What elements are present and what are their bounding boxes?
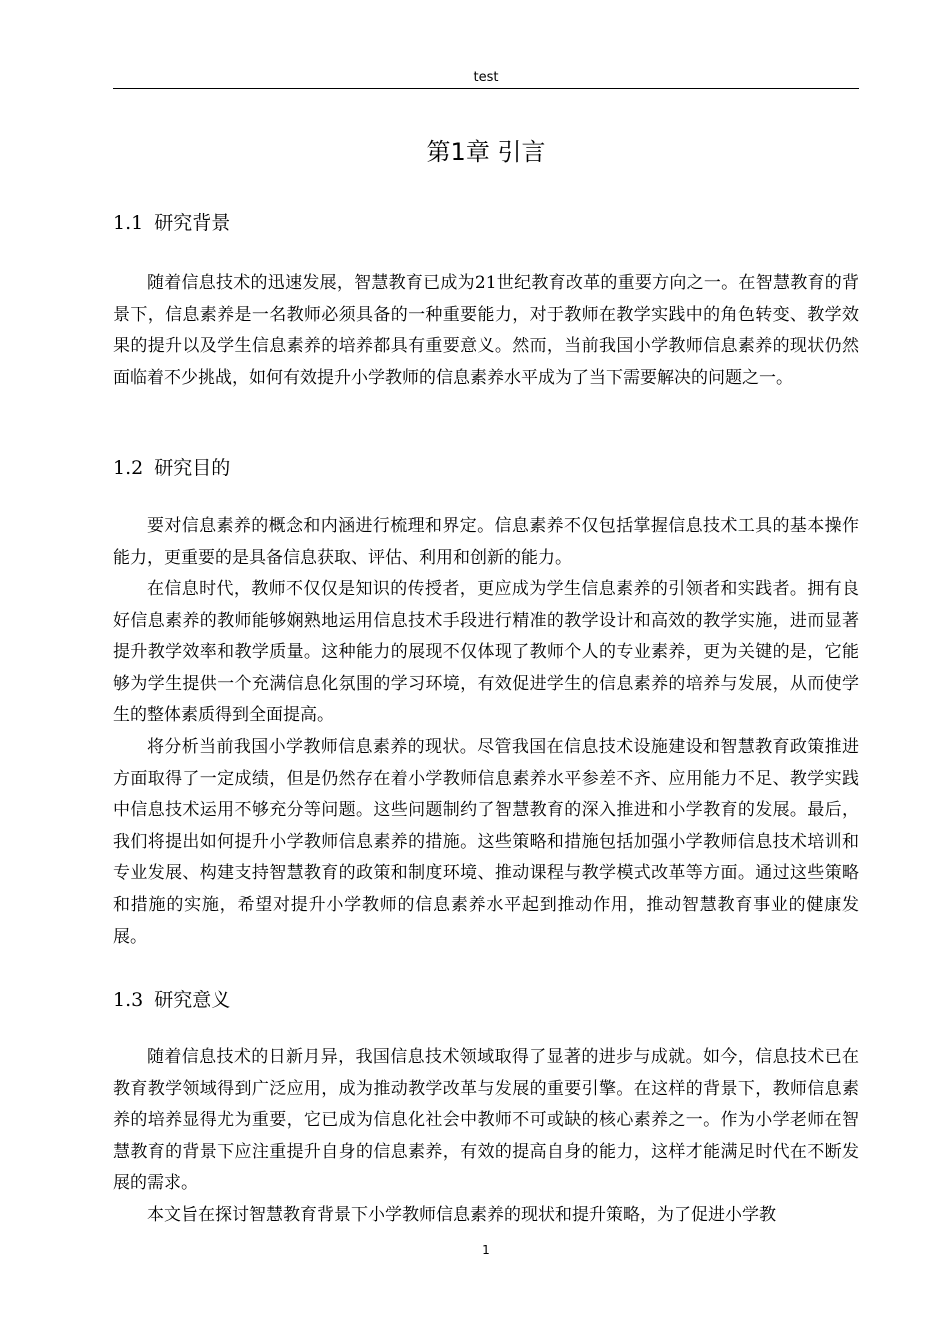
paragraph: 要对信息素养的概念和内涵进行梳理和界定。信息素养不仅包括掌握信息技术工具的基本操作能力，更重要的是具备信息获取、评估、利用和创新的能力。: [113, 516, 859, 568]
section-title-text: 研究背景: [154, 212, 231, 234]
section-number: 1.3: [113, 989, 144, 1011]
section-title-text: 研究意义: [154, 989, 231, 1011]
chapter-title: 第1章 引言: [426, 138, 546, 166]
section-heading-1-3: [113, 987, 859, 1013]
running-header: test: [473, 70, 499, 85]
section-heading-1-1: [113, 210, 859, 236]
section-heading-1-2: [113, 455, 859, 481]
paragraph: 随着信息技术的迅速发展，智慧教育已成为21世纪教育改革的重要方向之一。在智慧教育的背景下，信息素养是一名教师必须具备的一种重要能力，对于教师在教学实践中的角色转变、教学效果的提升以及学生信息素养的培养都具有重要意义。然而，当前我国小学教师信息素养的现状仍然面临着不少挑战，如何有效提升小学教师的信息素养水平成为了当下需要解决的问题之一。: [113, 273, 859, 388]
paragraph: 将分析当前我国小学教师信息素养的现状。尽管我国在信息技术设施建设和智慧教育政策推进方面取得了一定成绩，但是仍然存在着小学教师信息素养水平参差不齐、应用能力不足、教学实践中信息技术运用不够充分等问题。这些问题制约了智慧教育的深入推进和小学教育的发展。最后，我们将提出如何提升小学教师信息素养的措施。这些策略和措施包括加强小学教师信息技术培训和专业发展、构建支持智慧教育的政策和制度环境、推动课程与教学模式改革等方面。通过这些策略和措施的实施，希望对提升小学教师的信息素养水平起到推动作用，推动智慧教育事业的健康发展。: [113, 737, 859, 947]
section-number: 1.2: [113, 457, 144, 479]
section-number: 1.1: [113, 212, 144, 234]
paragraph: 在信息时代，教师不仅仅是知识的传授者，更应成为学生信息素养的引领者和实践者。拥有良好信息素养的教师能够娴熟地运用信息技术手段进行精准的教学设计和高效的教学实施，进而显著提升教学效率和教学质量。这种能力的展现不仅体现了教师个人的专业素养，更为关键的是，它能够为学生提供一个充满信息化氛围的学习环境，有效促进学生的信息素养的培养与发展，从而使学生的整体素质得到全面提高。: [113, 579, 859, 726]
paragraph: 本文旨在探讨智慧教育背景下小学教师信息素养的现状和提升策略，为了促进小学教: [147, 1205, 776, 1225]
page-number: 1: [482, 1243, 490, 1257]
header-rule: [113, 88, 859, 89]
paragraph: 随着信息技术的日新月异，我国信息技术领域取得了显著的进步与成就。如今，信息技术已在教育教学领域得到广泛应用，成为推动教学改革与发展的重要引擎。在这样的背景下，教师信息素养的培养显得尤为重要，它已成为信息化社会中教师不可或缺的核心素养之一。作为小学老师在智慧教育的背景下应注重提升自身的信息素养，有效的提高自身的能力，这样才能满足时代在不断发展的需求。: [113, 1047, 859, 1194]
section-title-text: 研究目的: [154, 457, 231, 479]
